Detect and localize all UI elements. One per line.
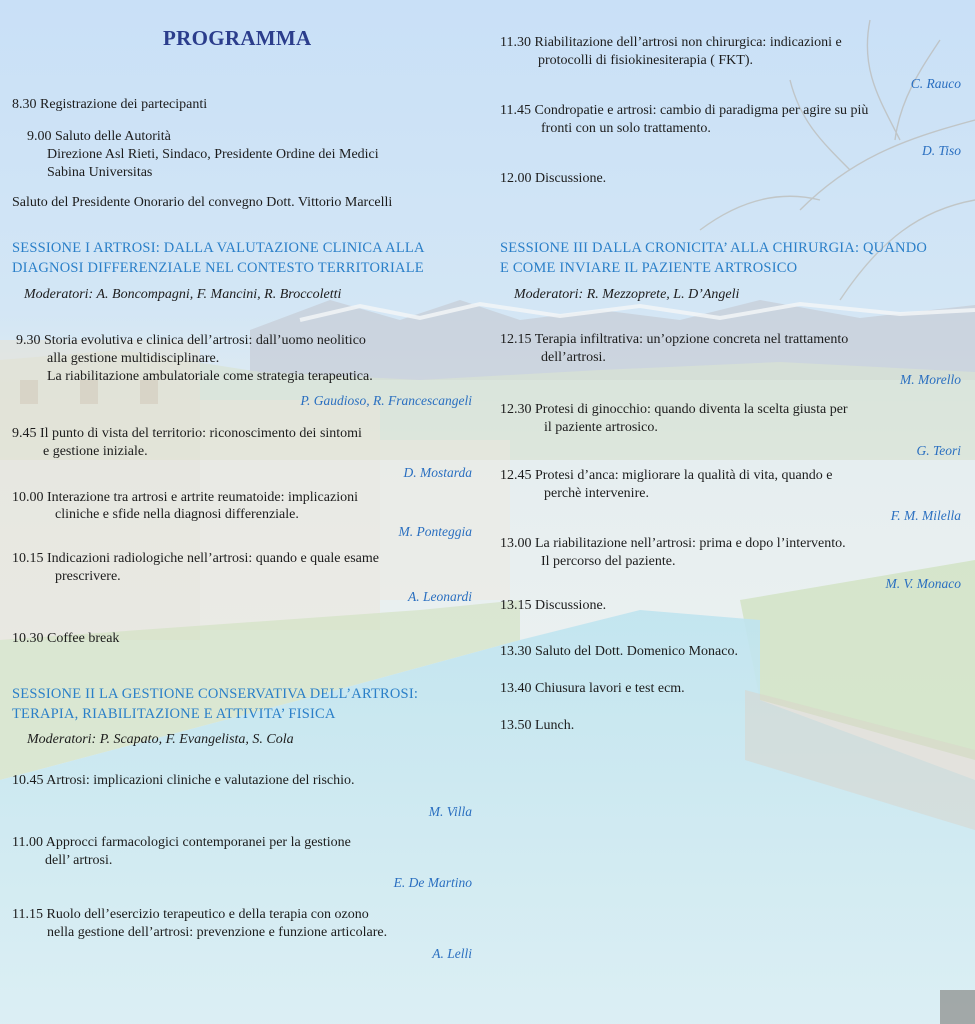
agenda-item: 10.45 Artrosi: implicazioni cliniche e valutazione del rischio. <box>12 773 355 788</box>
agenda-item-detail: La riabilitazione ambulatoriale come strategia terapeutica. <box>47 369 373 384</box>
agenda-item-detail: fronti con un solo trattamento. <box>541 121 711 136</box>
session-heading: DIAGNOSI DIFFERENZIALE NEL CONTESTO TERRITORIALE <box>12 260 424 276</box>
agenda-item-detail: Il percorso del paziente. <box>541 554 676 569</box>
speaker: A. Lelli <box>432 946 472 961</box>
agenda-item: 9.45 Il punto di vista del territorio: riconoscimento dei sintomi <box>12 426 362 441</box>
agenda-item-detail: nella gestione dell’artrosi: prevenzione e funzione articolare. <box>47 925 388 940</box>
agenda-item: 12.00 Discussione. <box>500 171 607 186</box>
agenda-item: 9.30 Storia evolutiva e clinica dell’artrosi: dall’uomo neolitico <box>16 333 366 348</box>
agenda-item-detail: protocolli di fisiokinesiterapia ( FKT). <box>538 53 754 68</box>
agenda-item: 13.00 La riabilitazione nell’artrosi: prima e dopo l’intervento. <box>500 536 846 551</box>
agenda-item-detail: Direzione Asl Rieti, Sindaco, Presidente Ordine dei Medici <box>47 147 379 162</box>
speaker: M. Ponteggia <box>398 524 472 539</box>
agenda-item: 13.30 Saluto del Dott. Domenico Monaco. <box>500 644 738 659</box>
moderators: Moderatori: R. Mezzoprete, L. D’Angeli <box>514 287 740 302</box>
speaker: M. Villa <box>428 804 472 819</box>
agenda-item: 13.40 Chiusura lavori e test ecm. <box>500 681 685 696</box>
session-heading: SESSIONE II LA GESTIONE CONSERVATIVA DELL’ARTROSI: <box>12 686 419 702</box>
page-title: PROGRAMMA <box>163 26 312 50</box>
speaker: M. Morello <box>900 372 961 387</box>
agenda-item: 10.00 Interazione tra artrosi e artrite reumatoide: implicazioni <box>12 490 358 505</box>
moderators: Moderatori: P. Scapato, F. Evangelista, S. Cola <box>27 732 294 747</box>
agenda-item: 8.30 Registrazione dei partecipanti <box>12 97 208 112</box>
agenda-item-detail: alla gestione multidisciplinare. <box>47 351 220 366</box>
agenda-item: 13.15 Discussione. <box>500 598 607 613</box>
agenda-item-detail: cliniche e sfide nella diagnosi differenziale. <box>55 507 299 522</box>
session-heading: TERAPIA, RIABILITAZIONE E ATTIVITA’ FISICA <box>12 706 336 722</box>
speaker: F. M. Milella <box>890 508 961 523</box>
agenda-item: 12.15 Terapia infiltrativa: un’opzione concreta nel trattamento <box>500 332 849 347</box>
speaker: G. Teori <box>916 443 961 458</box>
agenda-item: 12.30 Protesi di ginocchio: quando diventa la scelta giusta per <box>500 402 848 417</box>
speaker: D. Mostarda <box>403 465 472 480</box>
moderators: Moderatori: A. Boncompagni, F. Mancini, R. Broccoletti <box>24 287 342 302</box>
session-heading: E COME INVIARE IL PAZIENTE ARTROSICO <box>500 260 798 276</box>
agenda-item: 13.50 Lunch. <box>500 718 575 733</box>
agenda-item-detail: dell’artrosi. <box>541 350 606 365</box>
speaker: M. V. Monaco <box>885 576 961 591</box>
agenda-item: 11.00 Approcci farmacologici contemporanei per la gestione <box>12 835 351 850</box>
session-heading: SESSIONE III DALLA CRONICITA’ ALLA CHIRURGIA: QUANDO <box>500 240 928 256</box>
speaker: D. Tiso <box>921 143 961 158</box>
agenda-item-detail: prescrivere. <box>55 569 121 584</box>
agenda-item: 10.30 Coffee break <box>12 631 120 646</box>
agenda-item-detail: dell’ artrosi. <box>45 853 113 868</box>
speaker: A. Leonardi <box>408 589 472 604</box>
speaker: E. De Martino <box>393 875 472 890</box>
speaker: C. Rauco <box>910 76 961 91</box>
agenda-item: Saluto del Presidente Onorario del convegno Dott. Vittorio Marcelli <box>12 195 393 210</box>
agenda-item: 11.30 Riabilitazione dell’artrosi non chirurgica: indicazioni e <box>500 35 842 50</box>
agenda-item: 11.45 Condropatie e artrosi: cambio di paradigma per agire su più <box>500 103 869 118</box>
agenda-item-detail: Sabina Universitas <box>47 165 153 180</box>
agenda-item-detail: e gestione iniziale. <box>43 444 148 459</box>
speaker: P. Gaudioso, R. Francescangeli <box>300 393 472 408</box>
agenda-item-detail: il paziente artrosico. <box>544 420 658 435</box>
agenda-item: 10.15 Indicazioni radiologiche nell’artrosi: quando e quale esame <box>12 551 379 566</box>
agenda-item: 12.45 Protesi d’anca: migliorare la qualità di vita, quando e <box>500 468 833 483</box>
agenda-item-detail: perchè intervenire. <box>544 486 649 501</box>
agenda-item: 11.15 Ruolo dell’esercizio terapeutico e della terapia con ozono <box>12 907 369 922</box>
session-heading: SESSIONE I ARTROSI: DALLA VALUTAZIONE CLINICA ALLA <box>12 240 425 256</box>
agenda-item: 9.00 Saluto delle Autorità <box>27 129 171 144</box>
